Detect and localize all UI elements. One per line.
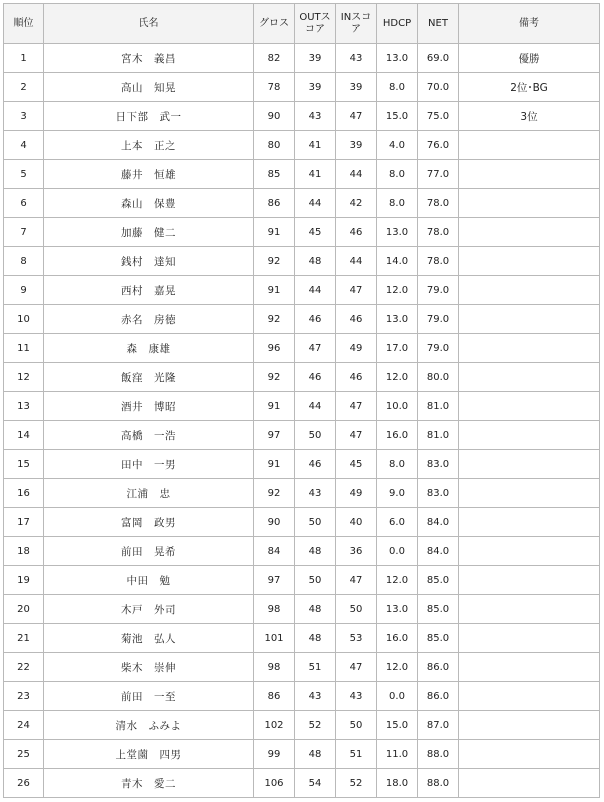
note-cell — [459, 740, 600, 769]
table-row — [4, 102, 600, 131]
rank-cell: 13 — [4, 392, 44, 421]
note-cell — [459, 595, 600, 624]
name-cell: 西村 嘉晃 — [44, 276, 254, 305]
note-cell — [459, 189, 600, 218]
table-row — [4, 450, 600, 479]
name-cell: 中田 勉 — [44, 566, 254, 595]
table-row — [4, 769, 600, 798]
in-score-cell: 52 — [336, 769, 377, 798]
table-row — [4, 189, 600, 218]
header-name: 氏名 — [44, 4, 254, 44]
rank-cell: 1 — [4, 44, 44, 73]
gross-cell: 84 — [254, 537, 295, 566]
table-row — [4, 740, 600, 769]
out-score-cell: 41 — [295, 160, 336, 189]
results-table-container — [3, 3, 600, 798]
out-score-cell: 46 — [295, 450, 336, 479]
rank-cell: 9 — [4, 276, 44, 305]
table-row — [4, 537, 600, 566]
hdcp-cell: 13.0 — [377, 44, 418, 73]
in-score-cell: 47 — [336, 421, 377, 450]
hdcp-cell: 16.0 — [377, 421, 418, 450]
rank-cell: 18 — [4, 537, 44, 566]
rank-cell: 10 — [4, 305, 44, 334]
note-cell: 2位･BG — [459, 73, 600, 102]
table-row — [4, 508, 600, 537]
note-cell — [459, 363, 600, 392]
gross-cell: 78 — [254, 73, 295, 102]
gross-cell: 97 — [254, 566, 295, 595]
note-cell — [459, 131, 600, 160]
in-score-cell: 47 — [336, 566, 377, 595]
net-cell: 84.0 — [418, 508, 459, 537]
net-cell: 80.0 — [418, 363, 459, 392]
rank-cell: 21 — [4, 624, 44, 653]
name-cell: 銭村 達知 — [44, 247, 254, 276]
hdcp-cell: 12.0 — [377, 276, 418, 305]
out-score-cell: 44 — [295, 276, 336, 305]
in-score-cell: 39 — [336, 131, 377, 160]
rank-cell: 19 — [4, 566, 44, 595]
net-cell: 88.0 — [418, 740, 459, 769]
gross-cell: 90 — [254, 508, 295, 537]
net-cell: 78.0 — [418, 247, 459, 276]
table-row — [4, 131, 600, 160]
out-score-cell: 46 — [295, 363, 336, 392]
net-cell: 77.0 — [418, 160, 459, 189]
in-score-cell: 50 — [336, 595, 377, 624]
out-score-cell: 39 — [295, 44, 336, 73]
gross-cell: 91 — [254, 276, 295, 305]
rank-cell: 15 — [4, 450, 44, 479]
hdcp-cell: 15.0 — [377, 102, 418, 131]
net-cell: 86.0 — [418, 653, 459, 682]
table-row — [4, 247, 600, 276]
out-score-cell: 48 — [295, 537, 336, 566]
table-row — [4, 305, 600, 334]
net-cell: 78.0 — [418, 189, 459, 218]
net-cell: 69.0 — [418, 44, 459, 73]
hdcp-cell: 13.0 — [377, 218, 418, 247]
in-score-cell: 36 — [336, 537, 377, 566]
gross-cell: 92 — [254, 305, 295, 334]
table-row — [4, 334, 600, 363]
header-out-score: OUTスコア — [295, 4, 336, 44]
out-score-cell: 44 — [295, 189, 336, 218]
name-cell: 田中 一男 — [44, 450, 254, 479]
gross-cell: 86 — [254, 189, 295, 218]
net-cell: 70.0 — [418, 73, 459, 102]
header-note: 備考 — [459, 4, 600, 44]
in-score-cell: 50 — [336, 711, 377, 740]
net-cell: 84.0 — [418, 537, 459, 566]
table-row — [4, 276, 600, 305]
name-cell: 木戸 外司 — [44, 595, 254, 624]
gross-cell: 85 — [254, 160, 295, 189]
table-row — [4, 653, 600, 682]
hdcp-cell: 17.0 — [377, 334, 418, 363]
net-cell: 88.0 — [418, 769, 459, 798]
rank-cell: 4 — [4, 131, 44, 160]
net-cell: 79.0 — [418, 334, 459, 363]
out-score-cell: 48 — [295, 624, 336, 653]
out-score-cell: 39 — [295, 73, 336, 102]
out-score-cell: 48 — [295, 740, 336, 769]
table-row — [4, 392, 600, 421]
name-cell: 上堂薗 四男 — [44, 740, 254, 769]
net-cell: 81.0 — [418, 421, 459, 450]
in-score-cell: 42 — [336, 189, 377, 218]
table-row — [4, 479, 600, 508]
hdcp-cell: 6.0 — [377, 508, 418, 537]
note-cell — [459, 450, 600, 479]
out-score-cell: 43 — [295, 102, 336, 131]
in-score-cell: 45 — [336, 450, 377, 479]
net-cell: 78.0 — [418, 218, 459, 247]
out-score-cell: 50 — [295, 421, 336, 450]
gross-cell: 91 — [254, 450, 295, 479]
hdcp-cell: 10.0 — [377, 392, 418, 421]
results-table — [3, 3, 600, 798]
out-score-cell: 52 — [295, 711, 336, 740]
name-cell: 酒井 博昭 — [44, 392, 254, 421]
net-cell: 85.0 — [418, 624, 459, 653]
rank-cell: 7 — [4, 218, 44, 247]
hdcp-cell: 8.0 — [377, 160, 418, 189]
name-cell: 日下部 武一 — [44, 102, 254, 131]
in-score-cell: 47 — [336, 653, 377, 682]
note-cell — [459, 305, 600, 334]
name-cell: 上本 正之 — [44, 131, 254, 160]
name-cell: 赤名 房徳 — [44, 305, 254, 334]
out-score-cell: 50 — [295, 508, 336, 537]
rank-cell: 20 — [4, 595, 44, 624]
hdcp-cell: 13.0 — [377, 305, 418, 334]
rank-cell: 24 — [4, 711, 44, 740]
net-cell: 81.0 — [418, 392, 459, 421]
in-score-cell: 44 — [336, 160, 377, 189]
table-row — [4, 682, 600, 711]
rank-cell: 6 — [4, 189, 44, 218]
hdcp-cell: 8.0 — [377, 73, 418, 102]
gross-cell: 92 — [254, 363, 295, 392]
hdcp-cell: 11.0 — [377, 740, 418, 769]
name-cell: 宮木 義昌 — [44, 44, 254, 73]
out-score-cell: 54 — [295, 769, 336, 798]
table-row — [4, 595, 600, 624]
hdcp-cell: 15.0 — [377, 711, 418, 740]
gross-cell: 101 — [254, 624, 295, 653]
hdcp-cell: 12.0 — [377, 363, 418, 392]
out-score-cell: 47 — [295, 334, 336, 363]
in-score-cell: 53 — [336, 624, 377, 653]
in-score-cell: 51 — [336, 740, 377, 769]
gross-cell: 92 — [254, 479, 295, 508]
hdcp-cell: 18.0 — [377, 769, 418, 798]
rank-cell: 22 — [4, 653, 44, 682]
rank-cell: 5 — [4, 160, 44, 189]
out-score-cell: 48 — [295, 247, 336, 276]
table-row — [4, 711, 600, 740]
name-cell: 森 康雄 — [44, 334, 254, 363]
in-score-cell: 43 — [336, 44, 377, 73]
name-cell: 柴木 崇伸 — [44, 653, 254, 682]
rank-cell: 14 — [4, 421, 44, 450]
name-cell: 菊池 弘人 — [44, 624, 254, 653]
hdcp-cell: 16.0 — [377, 624, 418, 653]
hdcp-cell: 13.0 — [377, 595, 418, 624]
name-cell: 青木 愛二 — [44, 769, 254, 798]
gross-cell: 82 — [254, 44, 295, 73]
in-score-cell: 39 — [336, 73, 377, 102]
in-score-cell: 47 — [336, 392, 377, 421]
table-row — [4, 160, 600, 189]
header-gross: グロス — [254, 4, 295, 44]
name-cell: 江浦 忠 — [44, 479, 254, 508]
in-score-cell: 47 — [336, 102, 377, 131]
note-cell — [459, 160, 600, 189]
out-score-cell: 51 — [295, 653, 336, 682]
note-cell — [459, 276, 600, 305]
in-score-cell: 44 — [336, 247, 377, 276]
rank-cell: 17 — [4, 508, 44, 537]
header-row — [4, 4, 600, 44]
hdcp-cell: 4.0 — [377, 131, 418, 160]
gross-cell: 97 — [254, 421, 295, 450]
net-cell: 76.0 — [418, 131, 459, 160]
net-cell: 85.0 — [418, 595, 459, 624]
name-cell: 高山 知晃 — [44, 73, 254, 102]
name-cell: 富岡 政男 — [44, 508, 254, 537]
note-cell — [459, 682, 600, 711]
out-score-cell: 41 — [295, 131, 336, 160]
note-cell — [459, 218, 600, 247]
rank-cell: 2 — [4, 73, 44, 102]
out-score-cell: 43 — [295, 682, 336, 711]
hdcp-cell: 9.0 — [377, 479, 418, 508]
out-score-cell: 44 — [295, 392, 336, 421]
note-cell: 優勝 — [459, 44, 600, 73]
net-cell: 79.0 — [418, 276, 459, 305]
name-cell: 高橋 一浩 — [44, 421, 254, 450]
name-cell: 清水 ふみよ — [44, 711, 254, 740]
table-row — [4, 624, 600, 653]
hdcp-cell: 8.0 — [377, 189, 418, 218]
net-cell: 83.0 — [418, 479, 459, 508]
in-score-cell: 47 — [336, 276, 377, 305]
gross-cell: 90 — [254, 102, 295, 131]
gross-cell: 96 — [254, 334, 295, 363]
in-score-cell: 46 — [336, 363, 377, 392]
in-score-cell: 40 — [336, 508, 377, 537]
header-hdcp: HDCP — [377, 4, 418, 44]
rank-cell: 23 — [4, 682, 44, 711]
table-row — [4, 73, 600, 102]
net-cell: 83.0 — [418, 450, 459, 479]
note-cell — [459, 566, 600, 595]
in-score-cell: 46 — [336, 305, 377, 334]
net-cell: 79.0 — [418, 305, 459, 334]
name-cell: 飯窪 光隆 — [44, 363, 254, 392]
hdcp-cell: 12.0 — [377, 653, 418, 682]
gross-cell: 80 — [254, 131, 295, 160]
out-score-cell: 50 — [295, 566, 336, 595]
in-score-cell: 49 — [336, 479, 377, 508]
hdcp-cell: 8.0 — [377, 450, 418, 479]
note-cell — [459, 334, 600, 363]
gross-cell: 98 — [254, 595, 295, 624]
note-cell — [459, 769, 600, 798]
out-score-cell: 43 — [295, 479, 336, 508]
out-score-cell: 45 — [295, 218, 336, 247]
note-cell: 3位 — [459, 102, 600, 131]
name-cell: 前田 一至 — [44, 682, 254, 711]
rank-cell: 12 — [4, 363, 44, 392]
note-cell — [459, 653, 600, 682]
rank-cell: 16 — [4, 479, 44, 508]
note-cell — [459, 537, 600, 566]
name-cell: 前田 晃希 — [44, 537, 254, 566]
gross-cell: 92 — [254, 247, 295, 276]
table-row — [4, 44, 600, 73]
table-row — [4, 566, 600, 595]
table-row — [4, 218, 600, 247]
rank-cell: 11 — [4, 334, 44, 363]
gross-cell: 91 — [254, 392, 295, 421]
note-cell — [459, 479, 600, 508]
note-cell — [459, 624, 600, 653]
in-score-cell: 49 — [336, 334, 377, 363]
note-cell — [459, 392, 600, 421]
gross-cell: 86 — [254, 682, 295, 711]
out-score-cell: 46 — [295, 305, 336, 334]
header-rank: 順位 — [4, 4, 44, 44]
out-score-cell: 48 — [295, 595, 336, 624]
net-cell: 87.0 — [418, 711, 459, 740]
hdcp-cell: 0.0 — [377, 537, 418, 566]
results-body — [4, 44, 600, 798]
gross-cell: 106 — [254, 769, 295, 798]
rank-cell: 26 — [4, 769, 44, 798]
header-net: NET — [418, 4, 459, 44]
hdcp-cell: 12.0 — [377, 566, 418, 595]
note-cell — [459, 508, 600, 537]
gross-cell: 99 — [254, 740, 295, 769]
net-cell: 75.0 — [418, 102, 459, 131]
note-cell — [459, 421, 600, 450]
header-in-score: INスコア — [336, 4, 377, 44]
hdcp-cell: 0.0 — [377, 682, 418, 711]
gross-cell: 91 — [254, 218, 295, 247]
net-cell: 85.0 — [418, 566, 459, 595]
hdcp-cell: 14.0 — [377, 247, 418, 276]
note-cell — [459, 247, 600, 276]
rank-cell: 25 — [4, 740, 44, 769]
table-row — [4, 363, 600, 392]
net-cell: 86.0 — [418, 682, 459, 711]
in-score-cell: 46 — [336, 218, 377, 247]
name-cell: 藤井 恒雄 — [44, 160, 254, 189]
gross-cell: 102 — [254, 711, 295, 740]
name-cell: 加藤 健二 — [44, 218, 254, 247]
gross-cell: 98 — [254, 653, 295, 682]
rank-cell: 3 — [4, 102, 44, 131]
rank-cell: 8 — [4, 247, 44, 276]
note-cell — [459, 711, 600, 740]
name-cell: 森山 保豊 — [44, 189, 254, 218]
table-row — [4, 421, 600, 450]
in-score-cell: 43 — [336, 682, 377, 711]
